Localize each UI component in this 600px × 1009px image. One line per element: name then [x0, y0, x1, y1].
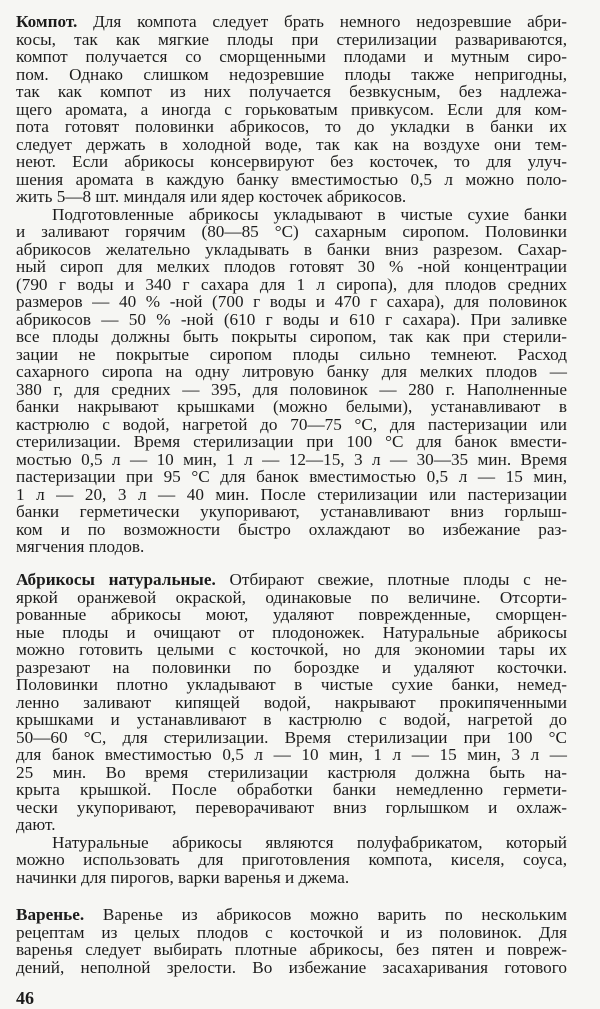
- paragraph: [16, 906, 567, 976]
- text-line: [16, 606, 567, 624]
- line-text: зации не покрытые сиропом плоды сильно темнеют. Расход: [16, 344, 567, 364]
- line-text: компот получается со сморщенными плодами и мутным сиро-: [16, 47, 567, 66]
- line-text: яркой оранжевой окраской, одинаковые по величине. Отсорти-: [16, 587, 567, 607]
- text-line: [16, 959, 567, 977]
- section-natural-apricots: [16, 571, 567, 886]
- text-line: [16, 433, 567, 451]
- line-text: абрикосов — 50 % -ной (610 г воды и 610 г сахара). При заливке: [16, 309, 567, 329]
- text-line: [16, 799, 567, 817]
- line-text: Половинки плотно укладывают в чистые сухие банки, немед-: [16, 675, 567, 694]
- text-line: [16, 571, 567, 589]
- text-line: [16, 589, 567, 607]
- text-line: [16, 503, 567, 521]
- line-text: банки герметически укупоривают, устанавливают вниз горлыш-: [16, 502, 567, 521]
- section-heading: Варенье.: [16, 905, 85, 924]
- text-line: [16, 13, 567, 31]
- text-line: [16, 486, 567, 504]
- text-line: [16, 241, 567, 259]
- text-line: [16, 538, 567, 556]
- text-line: [16, 328, 567, 346]
- line-text: начинки для пирогов, варки варенья и джема.: [16, 867, 350, 887]
- line-text: ный сироп для мелких плодов готовят 30 % -ной концентрации: [16, 257, 567, 276]
- line-text: Подготовленные абрикосы укладывают в чистые сухие банки: [52, 204, 567, 224]
- text-line: [16, 171, 567, 189]
- line-text: неют. Если абрикосы консервируют без косточек, то для улуч-: [16, 152, 567, 171]
- paragraph: [16, 13, 567, 206]
- line-text: Для компота следует брать немного недозревшие абри-: [77, 12, 567, 31]
- text-line: [16, 101, 567, 119]
- line-text: ные плоды и очищают от плодоножек. Натуральные абрикосы: [16, 622, 567, 642]
- text-line: [16, 816, 567, 834]
- text-line: [16, 223, 567, 241]
- text-line: [16, 398, 567, 416]
- line-text: кастрюлю с водой, нагретой до 70—75 °С, для пастеризации или: [16, 414, 567, 434]
- line-text: шения аромата в каждую банку вместимостью 0,5 л можно поло-: [16, 169, 567, 189]
- text-line: [16, 188, 567, 206]
- text-line: [16, 924, 567, 942]
- line-text: разрезают на половинки по бороздке и удаляют косточки.: [16, 657, 567, 677]
- line-text: абрикосов желательно укладывать в банки вниз разрезом. Сахар-: [16, 239, 567, 259]
- line-text: можно готовить целыми с косточкой, но для экономии тары их: [16, 640, 567, 659]
- line-text: стерилизации. Время стерилизации при 100 °С для банок вмести-: [16, 432, 567, 451]
- text-line: [16, 659, 567, 677]
- line-text: так как компот из них получается безвкусным, без надлежа-: [16, 82, 567, 101]
- line-text: можно использовать для приготовления компота, киселя, соуса,: [16, 850, 567, 869]
- text-line: [16, 258, 567, 276]
- line-text: ком и по возможности быстро охлаждают во избежание раз-: [16, 519, 567, 539]
- line-text: пота готовят половинки абрикосов, то до укладки в банки их: [16, 117, 567, 136]
- line-text: пом. Однако слишком недозревшие плоды также непригодны,: [16, 64, 567, 84]
- line-text: ленно заливают кипящей водой, накрывают прокипяченными: [16, 692, 567, 712]
- text-line: [16, 676, 567, 694]
- line-text: (790 г воды и 340 г сахара для 1 л сиропа), для плодов средних: [16, 274, 567, 294]
- text-line: [16, 711, 567, 729]
- text-line: [16, 363, 567, 381]
- text-line: [16, 641, 567, 659]
- line-text: 380 г, для средних — 395, для половинок — 280 г. Наполненные: [16, 379, 567, 399]
- text-line: [16, 118, 567, 136]
- text-line: [16, 869, 567, 887]
- text-line: [16, 48, 567, 66]
- text-line: [16, 311, 567, 329]
- text-line: [16, 781, 567, 799]
- line-text: мостью 0,5 л — 10 мин, 1 л — 12—15, 3 л — 30—35 мин. Время: [16, 449, 567, 469]
- section-heading: Компот.: [16, 12, 78, 31]
- line-text: дают.: [16, 815, 56, 834]
- line-text: банки накрывают крышками (можно белыми), устанавливают в: [16, 397, 567, 416]
- text-line: [16, 468, 567, 486]
- page-number: 46: [16, 988, 34, 1008]
- line-text: Натуральные абрикосы являются полуфабрикатом, который: [52, 832, 567, 852]
- line-text: и заливают горячим (80—85 °С) сахарным сиропом. Половинки: [16, 222, 567, 241]
- line-text: 25 мин. Во время стерилизации кастрюля должна быть на-: [16, 762, 567, 782]
- text-line: [16, 416, 567, 434]
- text-line: [16, 83, 567, 101]
- text-line: [16, 729, 567, 747]
- text-line: [16, 206, 567, 224]
- text-line: [16, 346, 567, 364]
- line-text: Варенье из абрикосов можно варить по нескольким: [84, 905, 567, 924]
- text-line: [16, 276, 567, 294]
- line-text: мягчения плодов.: [16, 537, 145, 556]
- line-text: дений, неполной зрелости. Во избежание засахаривания готового: [16, 957, 567, 977]
- text-line: [16, 293, 567, 311]
- paragraph: [16, 834, 567, 887]
- line-text: Отбирают свежие, плотные плоды с не-: [215, 570, 568, 589]
- paragraph: [16, 206, 567, 556]
- line-text: рецептам из целых плодов с косточкой и из половинок. Для: [16, 922, 567, 942]
- line-text: 1 л — 20, 3 л — 40 мин. После стерилизации или пастеризации: [16, 484, 567, 504]
- line-text: жить 5—8 шт. миндаля или ядер косточек абрикосов.: [16, 187, 407, 206]
- line-text: рованные абрикосы моют, удаляют поврежденные, сморщен-: [16, 605, 567, 624]
- line-text: косы, так как мягкие плоды при стерилизации развариваются,: [16, 29, 567, 49]
- text-line: [16, 136, 567, 154]
- text-line: [16, 381, 567, 399]
- line-text: крыта крышкой. После обработки банки немедленно гермети-: [16, 780, 567, 799]
- section-heading: Абрикосы натуральные.: [16, 570, 216, 589]
- line-text: следует держать в холодной воде, так как на воздухе они тем-: [16, 134, 567, 154]
- line-text: размеров — 40 % -ной (700 г воды и 470 г сахара), для половинок: [16, 292, 567, 311]
- text-line: [16, 851, 567, 869]
- line-text: варенья следует выбирать плотные абрикосы, без пятен и повреж-: [16, 940, 567, 959]
- text-line: [16, 764, 567, 782]
- line-text: щего аромата, а иногда с горьковатым привкусом. Если для ком-: [16, 99, 567, 119]
- text-line: [16, 624, 567, 642]
- text-line: [16, 746, 567, 764]
- text-line: [16, 906, 567, 924]
- text-line: [16, 521, 567, 539]
- text-line: [16, 153, 567, 171]
- line-text: чески укупоривают, переворачивают вниз горлышком и охлаж-: [16, 797, 567, 817]
- text-line: [16, 31, 567, 49]
- section-jam: [16, 906, 567, 976]
- line-text: крышками и устанавливают в кастрюлю с водой, нагретой до: [16, 710, 567, 729]
- line-text: сахарного сиропа на одну литровую банку для мелких плодов —: [16, 362, 567, 381]
- section-kompot: [16, 13, 567, 556]
- line-text: для банок вместимостью 0,5 л — 10 мин, 1 л — 15 мин, 3 л —: [16, 745, 567, 764]
- paragraph: [16, 571, 567, 834]
- line-text: все плоды должны быть покрыты сиропом, так как при стерили-: [16, 327, 567, 346]
- text-line: [16, 451, 567, 469]
- line-text: 50—60 °С, для стерилизации. Время стерилизации при 100 °С: [16, 727, 567, 747]
- text-line: [16, 834, 567, 852]
- line-text: пастеризации при 95 °С для банок вместимостью 0,5 л — 15 мин,: [16, 467, 567, 486]
- text-line: [16, 694, 567, 712]
- text-line: [16, 66, 567, 84]
- text-line: [16, 941, 567, 959]
